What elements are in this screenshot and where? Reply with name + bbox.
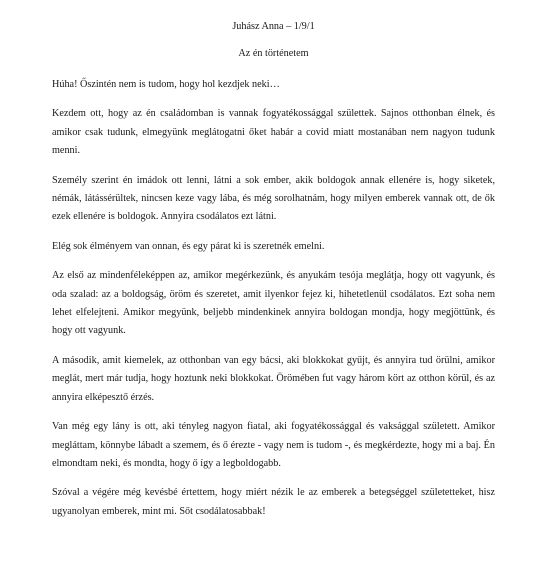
paragraph: Az első az mindenféleképpen az, amikor megérkezünk, és anyukám tesója meglátja, hogy ott vagyunk, és oda szalad: az a boldogság, öröm és szeretet, amit ilyenkor fejez ki, hihetetlenül csodálatos. Ezt soha nem lehet elfelejteni. Amikor megyünk, beljebb mindenkinek annyira boldogan mondja, hogy megjöttünk, és hogy ott vagyunk.: [52, 270, 495, 337]
paragraph: Kezdem ott, hogy az én családomban is vannak fogyatékossággal születtek. Sajnos otthonban élnek, és amikor csak tudunk, elmegyünk meglátogatni őket habár a covid miatt mostanában nem nagyon tudunk menni.: [52, 108, 495, 157]
paragraph: Szóval a végére még kevésbé értettem, hogy miért nézik le az emberek a betegséggel születetteket, hisz ugyanolyan emberek, mint mi. Sőt csodálatosabbak!: [52, 487, 495, 517]
paragraph: A második, amit kiemelek, az otthonban van egy bácsi, aki blokkokat gyűjt, és annyira tud örülni, amikor meglát, mert már tudja, hogy hoztunk neki blokkokat. Örömében fut vagy három kört az otthon körül, és az annyira elképesztő érzés.: [52, 354, 495, 403]
paragraph: Van még egy lány is ott, aki tényleg nagyon fiatal, aki fogyatékossággal és vaksággal született. Amikor megláttam, könnybe lábadt a szemem, és ő érezte - vagy nem is tudom -, és megkérdezte, hogy mi a baj. Én elmondtam neki, és mondta, hogy ő így a legboldogabb.: [52, 421, 495, 469]
paragraph: Személy szerint én imádok ott lenni, látni a sok ember, akik boldogok annak ellenére is, hogy siketek, némák, látássérültek, nincsen keze vagy lába, és még sorolhatnám, hogy milyen emberek vannak ott, de ők ezek ellenére is boldogok. Annyira csodálatos ezt látni.: [52, 174, 495, 223]
paragraph: Elég sok élményem van onnan, és egy párat ki is szeretnék emelni.: [52, 240, 325, 252]
document-title: Az én történetem: [238, 48, 309, 59]
paragraph: Húha! Őszintén nem is tudom, hogy hol kezdjek neki…: [52, 79, 280, 90]
author-header: Juhász Anna – 1/9/1: [232, 21, 315, 32]
